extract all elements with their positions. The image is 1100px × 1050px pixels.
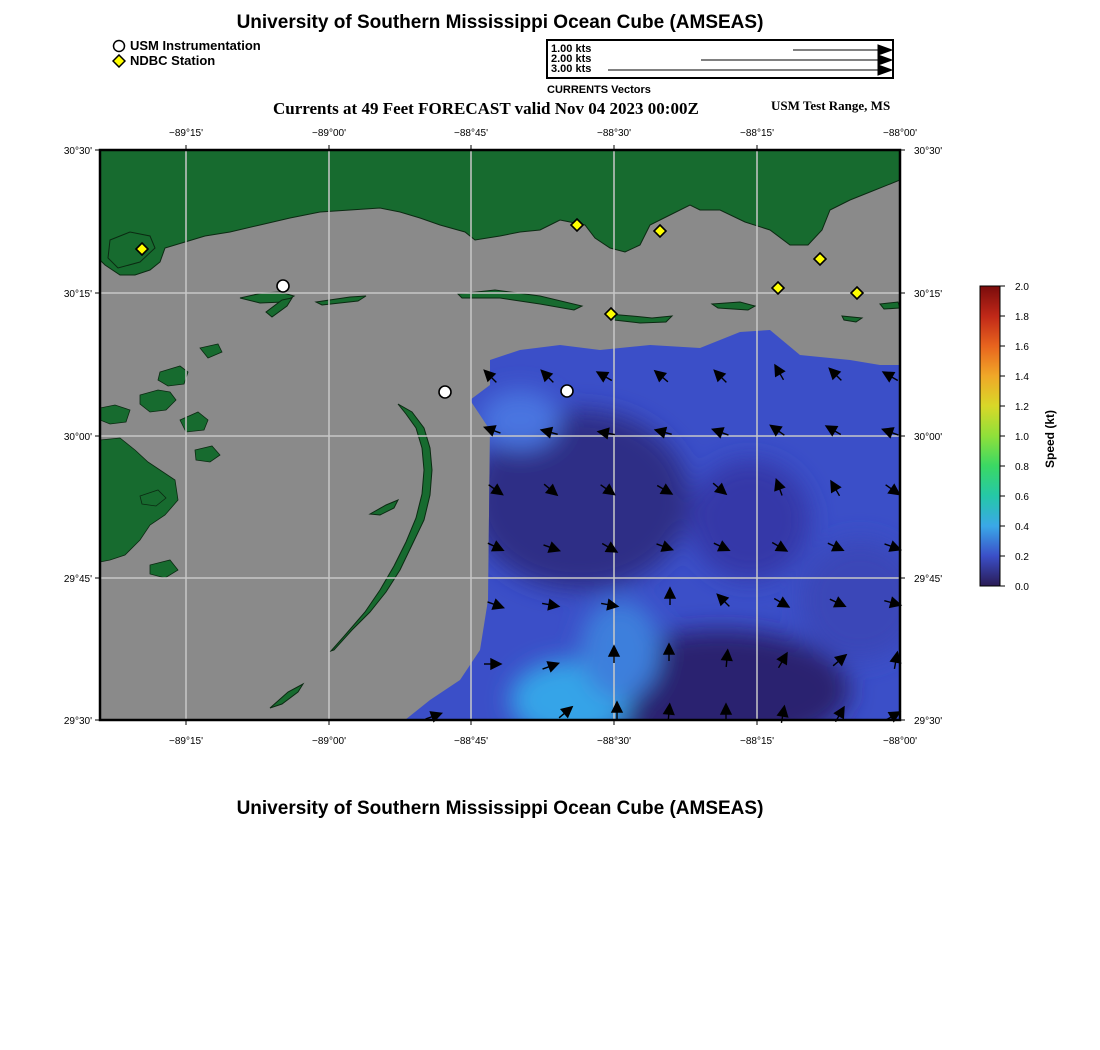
colorbar-tick: 0.6 (1015, 492, 1029, 503)
lat-label-right: 30°30' (914, 146, 943, 157)
lon-label-top: −89°00' (312, 128, 346, 139)
colorbar-tick: 1.6 (1015, 342, 1029, 353)
lat-label-right: 30°00' (914, 432, 943, 443)
lon-label-bottom: −89°00' (312, 736, 346, 747)
colorbar-tick: 1.8 (1015, 312, 1029, 323)
legend-usm-label: USM Instrumentation (130, 38, 261, 53)
vector-key-caption: CURRENTS Vectors (547, 84, 651, 96)
footer-title: University of Southern Mississippi Ocean Cube (AMSEAS) (236, 798, 764, 819)
colorbar-tick: 1.2 (1015, 402, 1029, 413)
lat-label-left: 29°30' (63, 716, 92, 727)
lat-label-left: 30°00' (63, 432, 92, 443)
lon-label-top: −88°30' (597, 128, 631, 139)
usm-station-marker (439, 386, 451, 398)
lon-label-top: −88°15' (740, 128, 774, 139)
usm-station-marker (561, 385, 573, 397)
lon-label-bottom: −88°00' (883, 736, 917, 747)
lat-label-left: 29°45' (63, 574, 92, 585)
usm-station-marker (277, 280, 289, 292)
page-title: University of Southern Mississippi Ocean Cube (AMSEAS) (236, 12, 764, 33)
lat-label-left: 30°30' (63, 146, 92, 157)
colorbar-tick: 0.2 (1015, 552, 1029, 563)
region-label: USM Test Range, MS (771, 98, 891, 113)
vector-key-label-2: 2.00 kts (551, 53, 592, 65)
speed-colorbar (970, 278, 1080, 598)
lat-label-right: 29°30' (914, 716, 943, 727)
lon-label-bottom: −88°45' (454, 736, 488, 747)
lon-label-top: −88°00' (883, 128, 917, 139)
lon-label-bottom: −89°15' (169, 736, 203, 747)
lon-label-bottom: −88°30' (597, 736, 631, 747)
lon-label-bottom: −88°15' (740, 736, 774, 747)
lat-label-right: 30°15' (914, 289, 943, 300)
lon-label-top: −89°15' (169, 128, 203, 139)
colorbar-gradient (980, 286, 1000, 586)
colorbar-tick: 1.4 (1015, 372, 1029, 383)
lat-label-right: 29°45' (914, 574, 943, 585)
vector-key-label-3: 3.00 kts (551, 63, 592, 75)
lon-label-top: −88°45' (454, 128, 488, 139)
lat-label-left: 30°15' (63, 289, 92, 300)
colorbar-tick: 1.0 (1015, 432, 1029, 443)
colorbar-label: Speed (kt) (1043, 409, 1057, 468)
colorbar-tick: 2.0 (1015, 282, 1029, 293)
legend-ndbc-label: NDBC Station (130, 53, 216, 68)
colorbar-tick: 0.8 (1015, 462, 1029, 473)
colorbar-tick: 0.0 (1015, 582, 1029, 593)
colorbar-tick: 0.4 (1015, 522, 1029, 533)
forecast-subtitle: Currents at 49 Feet FORECAST valid Nov 04 2023 00:00Z (273, 99, 699, 118)
vector-key-label-1: 1.00 kts (551, 43, 592, 55)
